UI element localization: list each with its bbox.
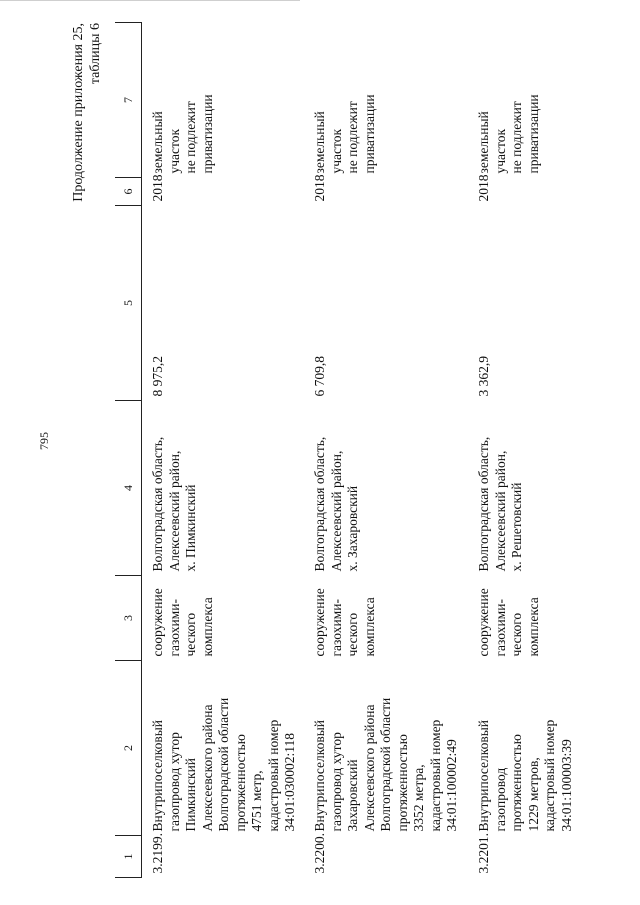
object-name: Внутрипоселковый газопровод хутор Захаровский Алексеевского района Волгоградской области протяженностью 3352 метра, кадастровый номер 34:01:100002:49: [312, 697, 459, 832]
object-type: сооружение газохими- ческого комплекса: [476, 588, 541, 657]
object-type: сооружение газохими- ческого комплекса: [312, 588, 377, 657]
object-address: Волгоградская область, Алексеевский район, х. Захаровский: [312, 436, 360, 572]
col-header-3: 3: [115, 576, 142, 661]
object-note: земельный участок не подлежит приватизации: [312, 94, 377, 174]
object-type: сооружение газохими- ческого комплекса: [150, 588, 215, 657]
rotated-page: [70, 23, 630, 878]
row-number: 3.2199.: [150, 833, 165, 874]
object-value: 3 362,9: [476, 356, 491, 397]
object-year: 2018: [312, 174, 327, 202]
object-note: земельный участок не подлежит приватизации: [476, 94, 541, 174]
row-number: 3.2200.: [312, 833, 327, 874]
object-address: Волгоградская область, Алексеевский район, х. Пимкинский: [150, 436, 198, 572]
object-name: Внутрипоселковый газопровод хутор Пимкинский Алексеевского района Волгоградской области протяженностью 4751 метр, кадастровый номер 34:01:030002:118: [150, 697, 297, 832]
table-row: [304, 23, 468, 878]
col-header-1: 1: [115, 836, 142, 878]
object-year: 2018: [476, 174, 491, 202]
col-header-2: 2: [115, 661, 142, 836]
table-row: [468, 23, 630, 878]
object-address: Волгоградская область, Алексеевский район, х. Решетовский: [476, 436, 524, 572]
object-name: Внутрипоселковый газопровод протяженностью 1229 метров, кадастровый номер 34:01:100003:39: [476, 719, 574, 832]
continuation-caption: Продолжение приложения 25, таблицы 6: [71, 23, 103, 202]
header-row: [115, 23, 142, 878]
page-number: 795: [37, 432, 51, 450]
col-header-6: 6: [115, 178, 142, 206]
top-rule: [0, 0, 300, 1]
object-value: 6 709,8: [312, 356, 327, 397]
object-note: земельный участок не подлежит приватизации: [150, 94, 215, 174]
col-header-5: 5: [115, 206, 142, 401]
col-header-7: 7: [115, 23, 142, 178]
col-header-4: 4: [115, 401, 142, 576]
table-row: [142, 23, 305, 878]
assets-table: [115, 22, 630, 878]
object-value: 8 975,2: [150, 356, 165, 397]
row-number: 3.2201.: [476, 833, 491, 874]
object-year: 2018: [150, 174, 165, 202]
